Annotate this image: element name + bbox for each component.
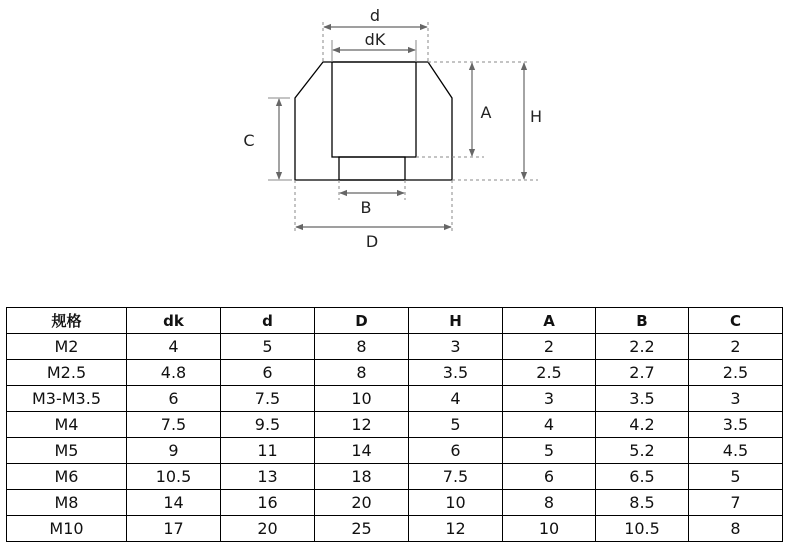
value-cell: 4 [409, 386, 503, 412]
value-cell: 18 [315, 464, 409, 490]
value-cell: 8.5 [596, 490, 689, 516]
value-cell: 9.5 [221, 412, 315, 438]
table-row [7, 516, 783, 542]
value-cell: 5.2 [596, 438, 689, 464]
value-cell: 7 [689, 490, 783, 516]
value-cell: 25 [315, 516, 409, 542]
value-cell: 10.5 [127, 464, 221, 490]
spec-cell: M2 [7, 334, 127, 360]
value-cell: 4.2 [596, 412, 689, 438]
value-cell: 4.8 [127, 360, 221, 386]
value-cell: 6 [221, 360, 315, 386]
label-dk: dK [364, 30, 386, 49]
value-cell: 2.7 [596, 360, 689, 386]
header-spec: 规格 [7, 308, 127, 334]
spec-cell: M6 [7, 464, 127, 490]
value-cell: 2.2 [596, 334, 689, 360]
spec-cell: M8 [7, 490, 127, 516]
value-cell: 7.5 [127, 412, 221, 438]
table-row [7, 360, 783, 386]
header-a: A [503, 308, 596, 334]
spec-cell: M4 [7, 412, 127, 438]
header-big-d: D [315, 308, 409, 334]
value-cell: 2 [503, 334, 596, 360]
value-cell: 12 [409, 516, 503, 542]
value-cell: 5 [409, 412, 503, 438]
value-cell: 6 [409, 438, 503, 464]
value-cell: 17 [127, 516, 221, 542]
part-outline [295, 62, 452, 180]
value-cell: 13 [221, 464, 315, 490]
header-b: B [596, 308, 689, 334]
spec-cell: M3-M3.5 [7, 386, 127, 412]
value-cell: 3.5 [409, 360, 503, 386]
table-row [7, 464, 783, 490]
value-cell: 12 [315, 412, 409, 438]
spec-table [6, 307, 783, 542]
value-cell: 10 [503, 516, 596, 542]
value-cell: 2.5 [689, 360, 783, 386]
table-row [7, 438, 783, 464]
spec-cell: M5 [7, 438, 127, 464]
neck-recess [339, 157, 405, 180]
value-cell: 8 [689, 516, 783, 542]
header-d: d [221, 308, 315, 334]
value-cell: 5 [221, 334, 315, 360]
value-cell: 6.5 [596, 464, 689, 490]
label-c: C [243, 131, 255, 150]
label-b: B [360, 198, 372, 217]
table-row [7, 334, 783, 360]
value-cell: 6 [127, 386, 221, 412]
dimension-ticks [268, 98, 292, 180]
value-cell: 5 [689, 464, 783, 490]
value-cell: 20 [315, 490, 409, 516]
value-cell: 4.5 [689, 438, 783, 464]
value-cell: 5 [503, 438, 596, 464]
header-h: H [409, 308, 503, 334]
value-cell: 4 [127, 334, 221, 360]
value-cell: 3 [503, 386, 596, 412]
value-cell: 2 [689, 334, 783, 360]
nut-profile [295, 62, 452, 180]
value-cell: 11 [221, 438, 315, 464]
dimension-lines [279, 27, 524, 227]
value-cell: 10 [409, 490, 503, 516]
table-row [7, 386, 783, 412]
label-d: d [369, 6, 381, 25]
value-cell: 14 [127, 490, 221, 516]
table-header-row [7, 308, 783, 334]
value-cell: 20 [221, 516, 315, 542]
spec-cell: M2.5 [7, 360, 127, 386]
value-cell: 2.5 [503, 360, 596, 386]
value-cell: 16 [221, 490, 315, 516]
value-cell: 7.5 [221, 386, 315, 412]
value-cell: 3.5 [689, 412, 783, 438]
header-dk: dk [127, 308, 221, 334]
header-c: C [689, 308, 783, 334]
value-cell: 10.5 [596, 516, 689, 542]
inner-bore [332, 62, 416, 157]
value-cell: 3.5 [596, 386, 689, 412]
value-cell: 4 [503, 412, 596, 438]
value-cell: 3 [409, 334, 503, 360]
table-row [7, 490, 783, 516]
value-cell: 6 [503, 464, 596, 490]
value-cell: 8 [315, 334, 409, 360]
label-big-d: D [365, 232, 379, 251]
value-cell: 3 [689, 386, 783, 412]
label-h: H [529, 107, 543, 126]
value-cell: 7.5 [409, 464, 503, 490]
value-cell: 9 [127, 438, 221, 464]
value-cell: 14 [315, 438, 409, 464]
value-cell: 8 [315, 360, 409, 386]
value-cell: 8 [503, 490, 596, 516]
label-a: A [480, 103, 492, 122]
value-cell: 10 [315, 386, 409, 412]
table-row [7, 412, 783, 438]
spec-cell: M10 [7, 516, 127, 542]
table-body [7, 334, 783, 542]
